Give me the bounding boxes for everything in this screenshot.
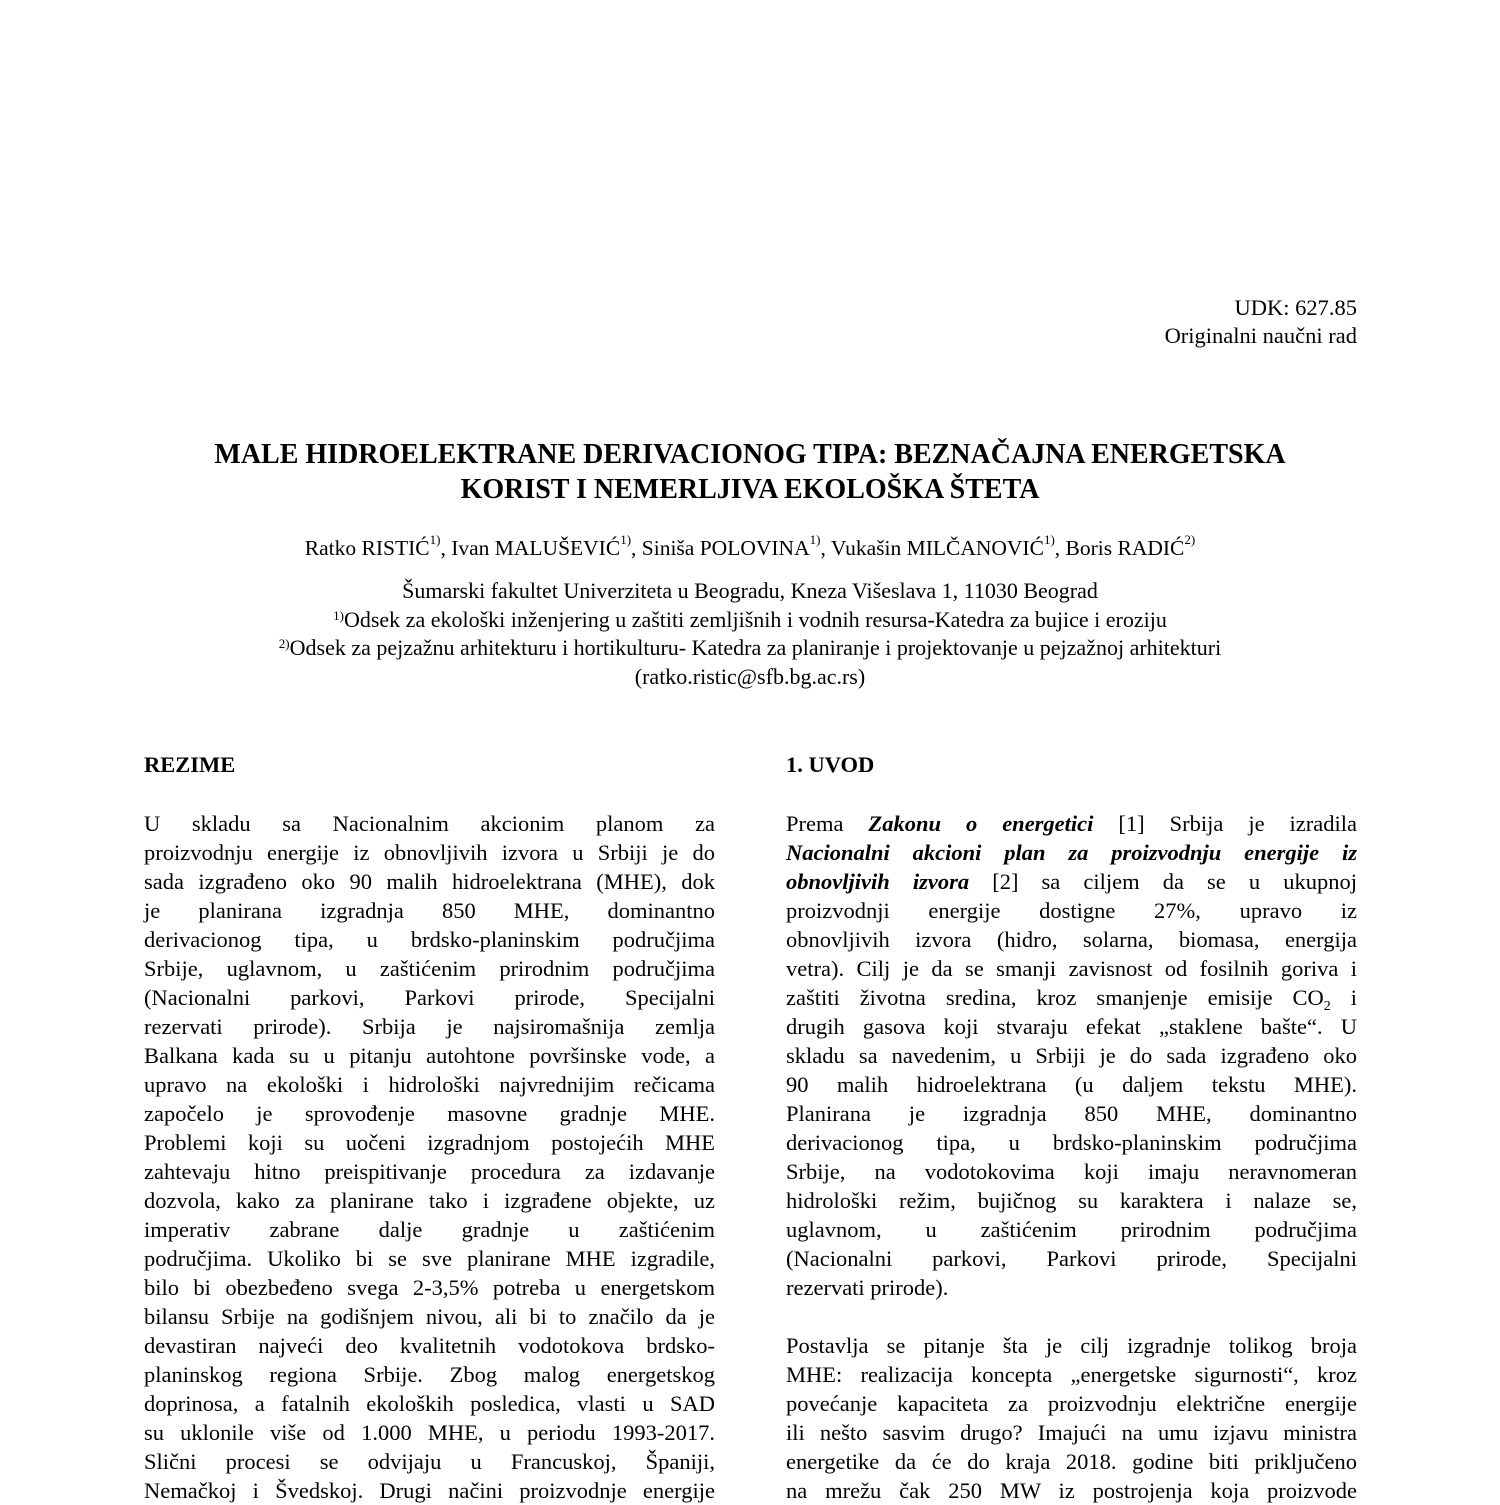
- text-line: [144, 1273, 715, 1302]
- text-line: [144, 1099, 715, 1128]
- text-segment: proizvodnji energije dostigne 27%, upravo iz: [786, 898, 1357, 923]
- author-name: Vukašin MILČANOVIĆ: [830, 536, 1044, 560]
- text-segment: proizvodnju energije iz obnovljivih izvora u Srbiji je do: [144, 840, 715, 865]
- paper-title: [0, 437, 1500, 507]
- text-line: [144, 1447, 715, 1476]
- text-line: [144, 838, 715, 867]
- paper-type: Originalni naučni rad: [1164, 323, 1357, 348]
- text-line: [786, 1070, 1357, 1099]
- text-line: [786, 1273, 1357, 1302]
- text-line: [786, 1128, 1357, 1157]
- author-name: Boris RADIĆ: [1065, 536, 1185, 560]
- emphasis-text: Zakonu o energetici: [868, 811, 1094, 836]
- text-segment: rezervati prirode). Srbija je najsiromašnija zemlja: [144, 1014, 715, 1039]
- text-line: [786, 1099, 1357, 1128]
- text-line: [144, 925, 715, 954]
- udk-code: UDK: 627.85: [1234, 295, 1357, 320]
- text-segment: planinskog regiona Srbije. Zbog malog energetskog: [144, 1362, 715, 1387]
- paper-meta: [1165, 294, 1357, 350]
- text-segment: i: [1330, 985, 1357, 1010]
- contact-email: (ratko.ristic@sfb.bg.ac.rs): [634, 663, 866, 689]
- text-segment: [2] sa ciljem da se u ukupnoj: [969, 869, 1357, 894]
- text-segment: bilo bi obezbeđeno svega 2-3,5% potreba u energetskom: [144, 1275, 715, 1300]
- text-line: [786, 1447, 1357, 1476]
- text-line: [144, 1244, 715, 1273]
- author-name: Ivan MALUŠEVIĆ: [451, 536, 621, 560]
- text-line: [786, 1041, 1357, 1070]
- text-line: [786, 1360, 1357, 1389]
- department-text: Odsek za pejzažnu arhitekturu i hortikulturu- Katedra za planiranje i projektovanje u pejzažnoj arhitekturi: [289, 635, 1222, 660]
- text-segment: su uklonile više od 1.000 MHE, u periodu 1993-2017.: [144, 1420, 715, 1445]
- text-segment: zahtevaju hitno preispitivanje procedura za izdavanje: [144, 1159, 715, 1184]
- text-segment: derivacionog tipa, u brdsko-planinskim područjima: [786, 1130, 1357, 1155]
- text-line: [144, 983, 715, 1012]
- institution: Šumarski fakultet Univerziteta u Beogradu, Kneza Višeslava 1, 11030 Beograd: [402, 578, 1098, 603]
- text-line: [786, 838, 1357, 867]
- text-segment: Planirana je izgradnja 850 MHE, dominantno: [786, 1101, 1357, 1126]
- text-line: [144, 1128, 715, 1157]
- text-line: [786, 925, 1357, 954]
- text-segment: (Nacionalni parkovi, Parkovi prirode, Specijalni: [786, 1246, 1357, 1271]
- text-line: [144, 954, 715, 983]
- author-list: [0, 532, 1500, 561]
- text-line: [144, 1418, 715, 1447]
- department-2: [0, 634, 1500, 663]
- text-line: [144, 1157, 715, 1186]
- text-line: [786, 954, 1357, 983]
- text-segment: povećanje kapaciteta za proizvodnju električne energije: [786, 1391, 1357, 1416]
- department-text: Odsek za ekološki inženjering u zaštiti zemljišnih i vodnih resursa-Katedra za bujice i eroziju: [343, 606, 1167, 632]
- subscript: 2: [1323, 999, 1331, 1014]
- text-line: [786, 1012, 1357, 1041]
- text-segment: započelo je sprovođenje masovne gradnje MHE.: [144, 1101, 715, 1126]
- text-segment: doprinosa, a fatalnih ekoloških posledica, vlasti u SAD: [144, 1391, 715, 1416]
- emphasis-text: obnovljivih izvora: [786, 869, 970, 894]
- text-line: [144, 1389, 715, 1418]
- text-line: [786, 1244, 1357, 1273]
- text-line: [786, 1418, 1357, 1447]
- section-heading-uvod: 1. UVOD: [786, 752, 875, 777]
- department-1: [0, 606, 1500, 635]
- text-segment: derivacionog tipa, u brdsko-planinskim područjima: [144, 927, 715, 952]
- text-line: [144, 1360, 715, 1389]
- text-segment: upravo na ekološki i hidrološki najvrednijim rečicama: [144, 1072, 715, 1097]
- title-line: KORIST I NEMERLJIVA EKOLOŠKA ŠTETA: [460, 474, 1040, 505]
- footnote-mark: 1): [809, 532, 821, 547]
- text-line: [144, 1302, 715, 1331]
- text-segment: devastiran najveći deo kvalitetnih vodotokova brdsko-: [144, 1333, 715, 1358]
- text-line: [144, 1070, 715, 1099]
- text-segment: Prema: [786, 811, 869, 836]
- emphasis-text: Nacionalni akcioni plan za proizvodnju energije iz: [786, 840, 1357, 865]
- text-segment: drugih gasova koji stvaraju efekat „staklene bašte“. U: [786, 1014, 1357, 1039]
- text-segment: U skladu sa Nacionalnim akcionim planom za: [144, 811, 715, 836]
- text-segment: Balkana kada su u pitanju autohtone površinske vode, a: [144, 1043, 715, 1068]
- separator: ,: [1054, 536, 1066, 560]
- footnote-mark: 1): [333, 607, 344, 623]
- footnote-mark: 1): [620, 532, 632, 547]
- affiliations: [0, 577, 1500, 691]
- author-name: Siniša POLOVINA: [641, 536, 810, 560]
- text-segment: MHE: realizacija koncepta „energetske sigurnosti“, kroz: [786, 1362, 1357, 1387]
- text-line: [786, 809, 1357, 838]
- text-segment: obnovljivih izvora (hidro, solarna, biomasa, energija: [786, 927, 1357, 952]
- footnote-mark: 2): [278, 636, 290, 651]
- text-segment: (Nacionalni parkovi, Parkovi prirode, Specijalni: [144, 985, 715, 1010]
- separator: ,: [820, 536, 831, 560]
- text-line: [786, 1215, 1357, 1244]
- paragraph: [786, 809, 1357, 1302]
- text-line: [144, 1331, 715, 1360]
- text-segment: energetike da će do kraja 2018. godine biti priključeno: [786, 1449, 1357, 1474]
- text-line: [786, 1389, 1357, 1418]
- footnote-mark: 2): [1184, 532, 1196, 547]
- text-segment: 90 malih hidroelektrana (u daljem tekstu MHE).: [786, 1072, 1357, 1097]
- separator: ,: [440, 536, 452, 560]
- text-line: [786, 1476, 1357, 1505]
- text-segment: Slični procesi se odvijaju u Francuskoj, Španiji,: [144, 1449, 715, 1474]
- separator: ,: [631, 536, 642, 560]
- author-name: Ratko RISTIĆ: [304, 536, 430, 560]
- footnote-mark: 1): [429, 532, 441, 547]
- section-heading-rezime: REZIME: [144, 752, 236, 777]
- text-segment: imperativ zabrane dalje gradnje u zaštićenim: [144, 1217, 715, 1242]
- text-segment: Srbije, na vodotokovima koji imaju neravnomeran: [786, 1159, 1357, 1184]
- text-line: [786, 867, 1357, 896]
- text-segment: Problemi koji su uočeni izgradnjom postojećih MHE: [144, 1130, 715, 1155]
- text-segment: Nemačkoj i Švedskoj. Drugi načini proizvodnje energije: [144, 1478, 715, 1503]
- text-line: [786, 1186, 1357, 1215]
- text-line: [144, 896, 715, 925]
- text-segment: vetra). Cilj je da se smanji zavisnost od fosilnih goriva i: [786, 956, 1357, 981]
- text-segment: područjima. Ukoliko bi se sve planirane MHE izgradile,: [144, 1246, 715, 1271]
- text-segment: uglavnom, u zaštićenim prirodnim područjima: [786, 1217, 1357, 1242]
- text-segment: rezervati prirode).: [786, 1275, 949, 1300]
- title-line: MALE HIDROELEKTRANE DERIVACIONOG TIPA: BEZNAČAJNA ENERGETSKA: [214, 439, 1286, 470]
- text-segment: Postavlja se pitanje šta je cilj izgradnje tolikog broja: [786, 1333, 1357, 1358]
- text-line: [144, 1186, 715, 1215]
- text-segment: ili nešto sasvim drugo? Imajući na umu izjavu ministra: [786, 1420, 1357, 1445]
- text-line: [144, 1215, 715, 1244]
- footnote-mark: 1): [1043, 532, 1055, 547]
- text-segment: bilansu Srbije na godišnjem nivou, ali bi to značilo da je: [144, 1304, 715, 1329]
- text-segment: zaštiti životna sredina, kroz smanjenje emisije CO: [786, 985, 1324, 1010]
- introduction-column: [786, 809, 1357, 1505]
- text-line: [786, 983, 1357, 1012]
- abstract-column: [144, 809, 715, 1505]
- text-line: [786, 896, 1357, 925]
- text-line: [144, 1041, 715, 1070]
- text-line: [144, 1476, 715, 1505]
- text-segment: skladu sa navedenim, u Srbiji je do sada izgrađeno oko: [786, 1043, 1357, 1068]
- text-segment: sada izgrađeno oko 90 malih hidroelektrana (MHE), dok: [144, 869, 715, 894]
- text-segment: je planirana izgradnja 850 MHE, dominantno: [144, 898, 715, 923]
- text-segment: hidrološki režim, bujičnog su karaktera i nalaze se,: [786, 1188, 1357, 1213]
- text-segment: Srbije, uglavnom, u zaštićenim prirodnim područjima: [144, 956, 715, 981]
- text-line: [144, 867, 715, 896]
- text-line: [786, 1157, 1357, 1186]
- text-segment: dozvola, kako za planirane tako i izgrađene objekte, uz: [144, 1188, 715, 1213]
- text-line: [144, 809, 715, 838]
- text-segment: na mrežu čak 250 MW iz postrojenja koja proizvode: [786, 1478, 1357, 1503]
- text-line: [786, 1331, 1357, 1360]
- text-segment: [1] Srbija je izradila: [1093, 811, 1357, 836]
- text-line: [144, 1012, 715, 1041]
- paragraph: [786, 1331, 1357, 1505]
